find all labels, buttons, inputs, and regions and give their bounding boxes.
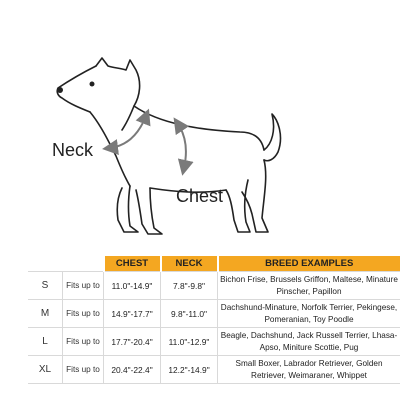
size-value: S — [28, 272, 63, 300]
table-header-row — [28, 256, 400, 272]
table-row — [28, 272, 400, 300]
size-value: L — [28, 328, 63, 356]
neck-range: 12.2"-14.9" — [161, 356, 218, 384]
size-value: XL — [28, 356, 63, 384]
chest-range: 17.7"-20.4" — [104, 328, 161, 356]
header-chest: CHEST — [104, 256, 161, 272]
neck-range: 7.8"-9.8" — [161, 272, 218, 300]
size-value: M — [28, 300, 63, 328]
fits-label: Fits up to — [63, 300, 104, 328]
header-breed-examples: BREED EXAMPLES — [218, 256, 401, 272]
neck-range: 9.8"-11.0" — [161, 300, 218, 328]
fits-label: Fits up to — [63, 356, 104, 384]
header-blank — [28, 256, 63, 272]
size-chart-table — [28, 256, 400, 384]
table-row — [28, 328, 400, 356]
chest-range: 11.0"-14.9" — [104, 272, 161, 300]
header-blank — [63, 256, 104, 272]
fits-label: Fits up to — [63, 328, 104, 356]
breed-examples: Small Boxer, Labrador Retriever, Golden Retriever, Weimaraner, Whippet — [218, 356, 401, 384]
breed-examples: Bichon Frise, Brussels Griffon, Maltese, Minature Pinscher, Papillon — [218, 272, 401, 300]
breed-examples: Dachshund-Minature, Norfolk Terrier, Pekingese, Pomeranian, Toy Poodle — [218, 300, 401, 328]
neck-range: 11.0"-12.9" — [161, 328, 218, 356]
neck-label: Neck — [52, 140, 94, 160]
chest-range: 14.9"-17.7" — [104, 300, 161, 328]
fits-label: Fits up to — [63, 272, 104, 300]
chest-label: Chest — [176, 186, 224, 206]
table-row — [28, 300, 400, 328]
table-row — [28, 356, 400, 384]
breed-examples: Beagle, Dachshund, Jack Russell Terrier, Lhasa-Apso, Miniture Scottie, Pug — [218, 328, 401, 356]
chest-range: 20.4"-22.4" — [104, 356, 161, 384]
header-neck: NECK — [161, 256, 218, 272]
